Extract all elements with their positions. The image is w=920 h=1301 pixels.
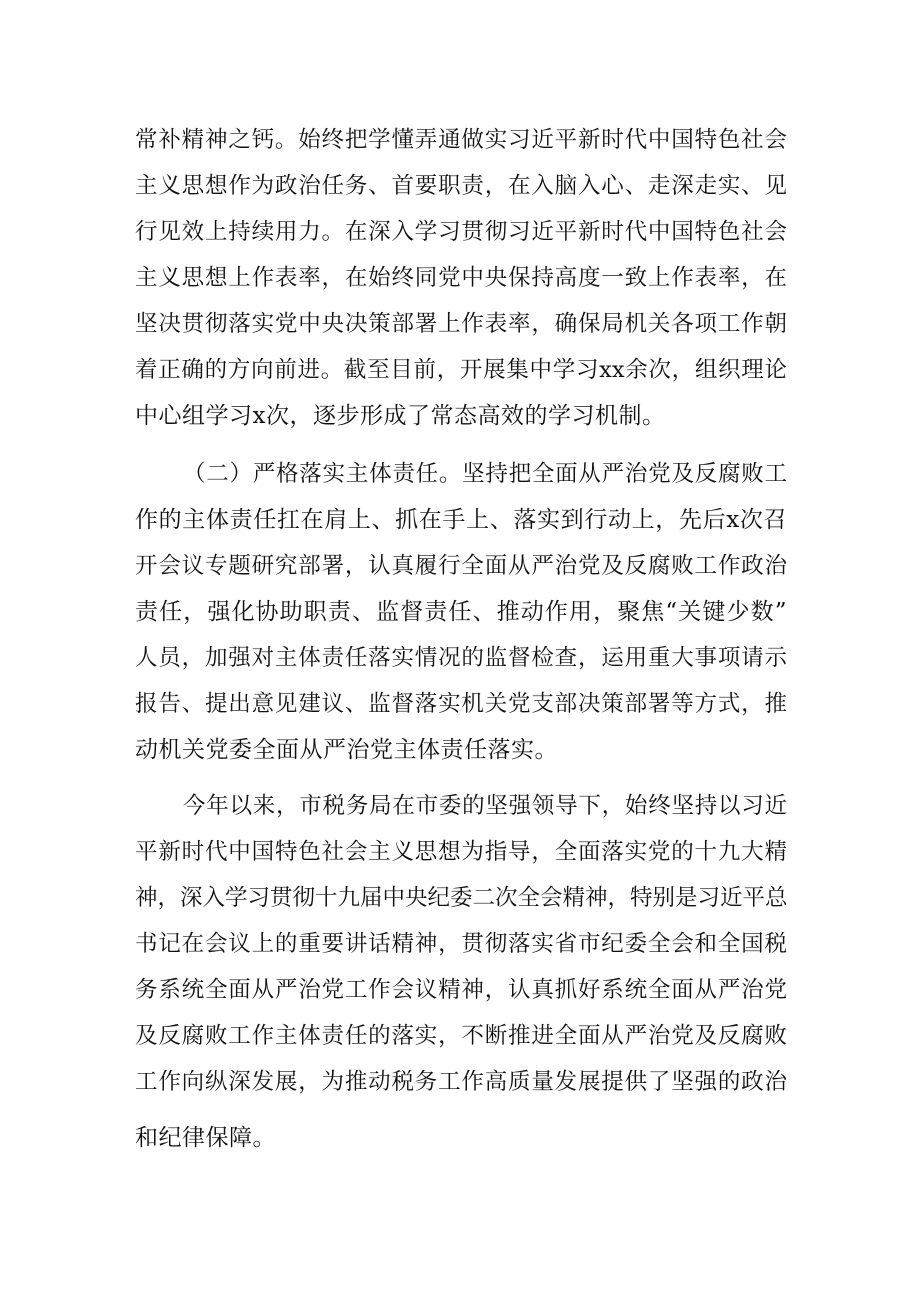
paragraph-1-line-7: 中心组学习x次，逐步形成了常态高效的学习机制。 <box>135 403 666 429</box>
paragraph-3-line-1: 今年以来，市税务局在市委的坚强领导下，始终坚持以习近 <box>183 793 787 819</box>
paragraph-1-line-3: 行见效上持续用力。在深入学习贯彻习近平新时代中国特色社会 <box>135 219 787 245</box>
paragraph-1-line-6: 着正确的方向前进。截至目前，开展集中学习xx余次，组织理论 <box>135 357 787 383</box>
paragraph-2-line-5: 人员，加强对主体责任落实情况的监督检查，运用重大事项请示 <box>135 645 787 671</box>
paragraph-1-line-4: 主义思想上作表率，在始终同党中央保持高度一致上作表率，在 <box>135 265 787 291</box>
paragraph-3-line-6: 及反腐败工作主体责任的落实，不断推进全面从严治党及反腐败 <box>135 1023 787 1049</box>
paragraph-2-line-4: 责任，强化协助职责、监督责任、推动作用，聚焦“关键少数” <box>135 599 787 625</box>
paragraph-2-line-3: 开会议专题研究部署，认真履行全面从严治党及反腐败工作政治 <box>135 553 787 579</box>
paragraph-3-line-7: 工作向纵深发展，为推动税务工作高质量发展提供了坚强的政治 <box>135 1069 787 1095</box>
paragraph-1-line-5: 坚决贯彻落实党中央决策部署上作表率，确保局机关各项工作朝 <box>135 311 787 337</box>
paragraph-2-line-1: （二）严格落实主体责任。坚持把全面从严治党及反腐败工 <box>183 461 787 487</box>
paragraph-2-line-2: 作的主体责任扛在肩上、抓在手上、落实到行动上，先后x次召 <box>135 507 787 533</box>
paragraph-2-line-6: 报告、提出意见建议、监督落实机关党支部决策部署等方式，推 <box>135 691 787 717</box>
paragraph-3-line-2: 平新时代中国特色社会主义思想为指导，全面落实党的十九大精 <box>135 839 787 865</box>
paragraph-3-line-5: 务系统全面从严治党工作会议精神，认真抓好系统全面从严治党 <box>135 977 787 1003</box>
paragraph-1-line-2: 主义思想作为政治任务、首要职责，在入脑入心、走深走实、见 <box>135 173 787 199</box>
paragraph-3-line-8: 和纪律保障。 <box>135 1125 276 1151</box>
paragraph-3-line-4: 书记在会议上的重要讲话精神，贯彻落实省市纪委全会和全国税 <box>135 931 787 957</box>
paragraph-3-line-3: 神，深入学习贯彻十九届中央纪委二次全会精神，特别是习近平总 <box>135 885 788 911</box>
paragraph-1-line-1: 常补精神之钙。始终把学懂弄通做实习近平新时代中国特色社会 <box>135 127 787 153</box>
paragraph-2-line-7: 动机关党委全面从严治党主体责任落实。 <box>135 737 558 763</box>
